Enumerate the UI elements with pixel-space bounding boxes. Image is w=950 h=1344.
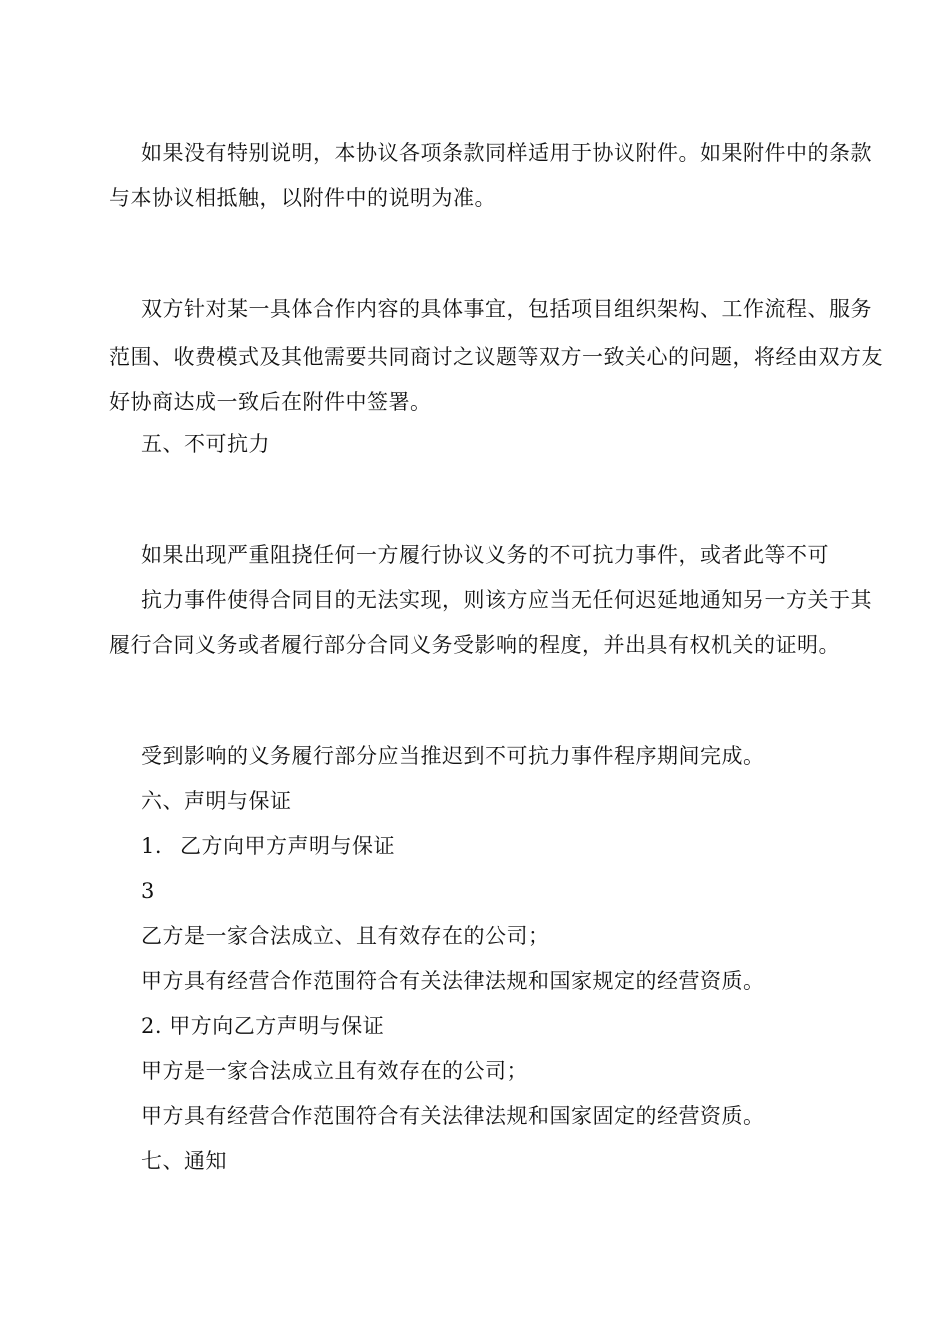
list-item-2-clause-a: 甲方是一家合法成立且有效存在的公司； — [141, 1059, 528, 1083]
page-number: 3 — [141, 879, 155, 903]
paragraph-4: 受到影响的义务履行部分应当推迟到不可抗力事件程序期间完成。 — [141, 744, 765, 768]
list-item-1-number: 1. — [141, 834, 163, 858]
paragraph-3-line-3: 履行合同义务或者履行部分合同义务受影响的程度，并出具有权机关的证明。 — [109, 633, 840, 657]
paragraph-2-line-2: 范围、收费模式及其他需要共同商讨之议题等双方一致关心的问题，将经由双方友 — [109, 345, 883, 369]
paragraph-1-line-2: 与本协议相抵触，以附件中的说明为准。 — [109, 186, 496, 210]
section-heading-7: 七、通知 — [141, 1149, 227, 1173]
paragraph-3-line-2: 抗力事件使得合同目的无法实现，则该方应当无任何迟延地通知另一方关于其 — [141, 588, 872, 612]
section-heading-5: 五、不可抗力 — [141, 432, 270, 456]
list-item-2: 2. 甲方向乙方声明与保证 — [141, 1014, 385, 1038]
list-item-1-clause-b: 甲方具有经营合作范围符合有关法律法规和国家规定的经营资质。 — [141, 969, 765, 993]
paragraph-2-line-1: 双方针对某一具体合作内容的具体事宜，包括项目组织架构、工作流程、服务 — [141, 297, 872, 321]
paragraph-3-line-1: 如果出现严重阻挠任何一方履行协议义务的不可抗力事件，或者此等不可 — [141, 543, 829, 567]
list-item-1 — [141, 831, 395, 861]
list-item-1-label: 乙方向甲方声明与保证 — [180, 834, 396, 858]
list-item-1-clause-a: 乙方是一家合法成立、且有效存在的公司； — [141, 924, 550, 948]
paragraph-1-line-1: 如果没有特别说明，本协议各项条款同样适用于协议附件。如果附件中的条款 — [141, 141, 872, 165]
paragraph-2-line-3: 好协商达成一致后在附件中签署。 — [109, 390, 432, 414]
section-heading-6: 六、声明与保证 — [141, 789, 292, 813]
list-item-2-clause-b: 甲方具有经营合作范围符合有关法律法规和国家固定的经营资质。 — [141, 1104, 765, 1128]
